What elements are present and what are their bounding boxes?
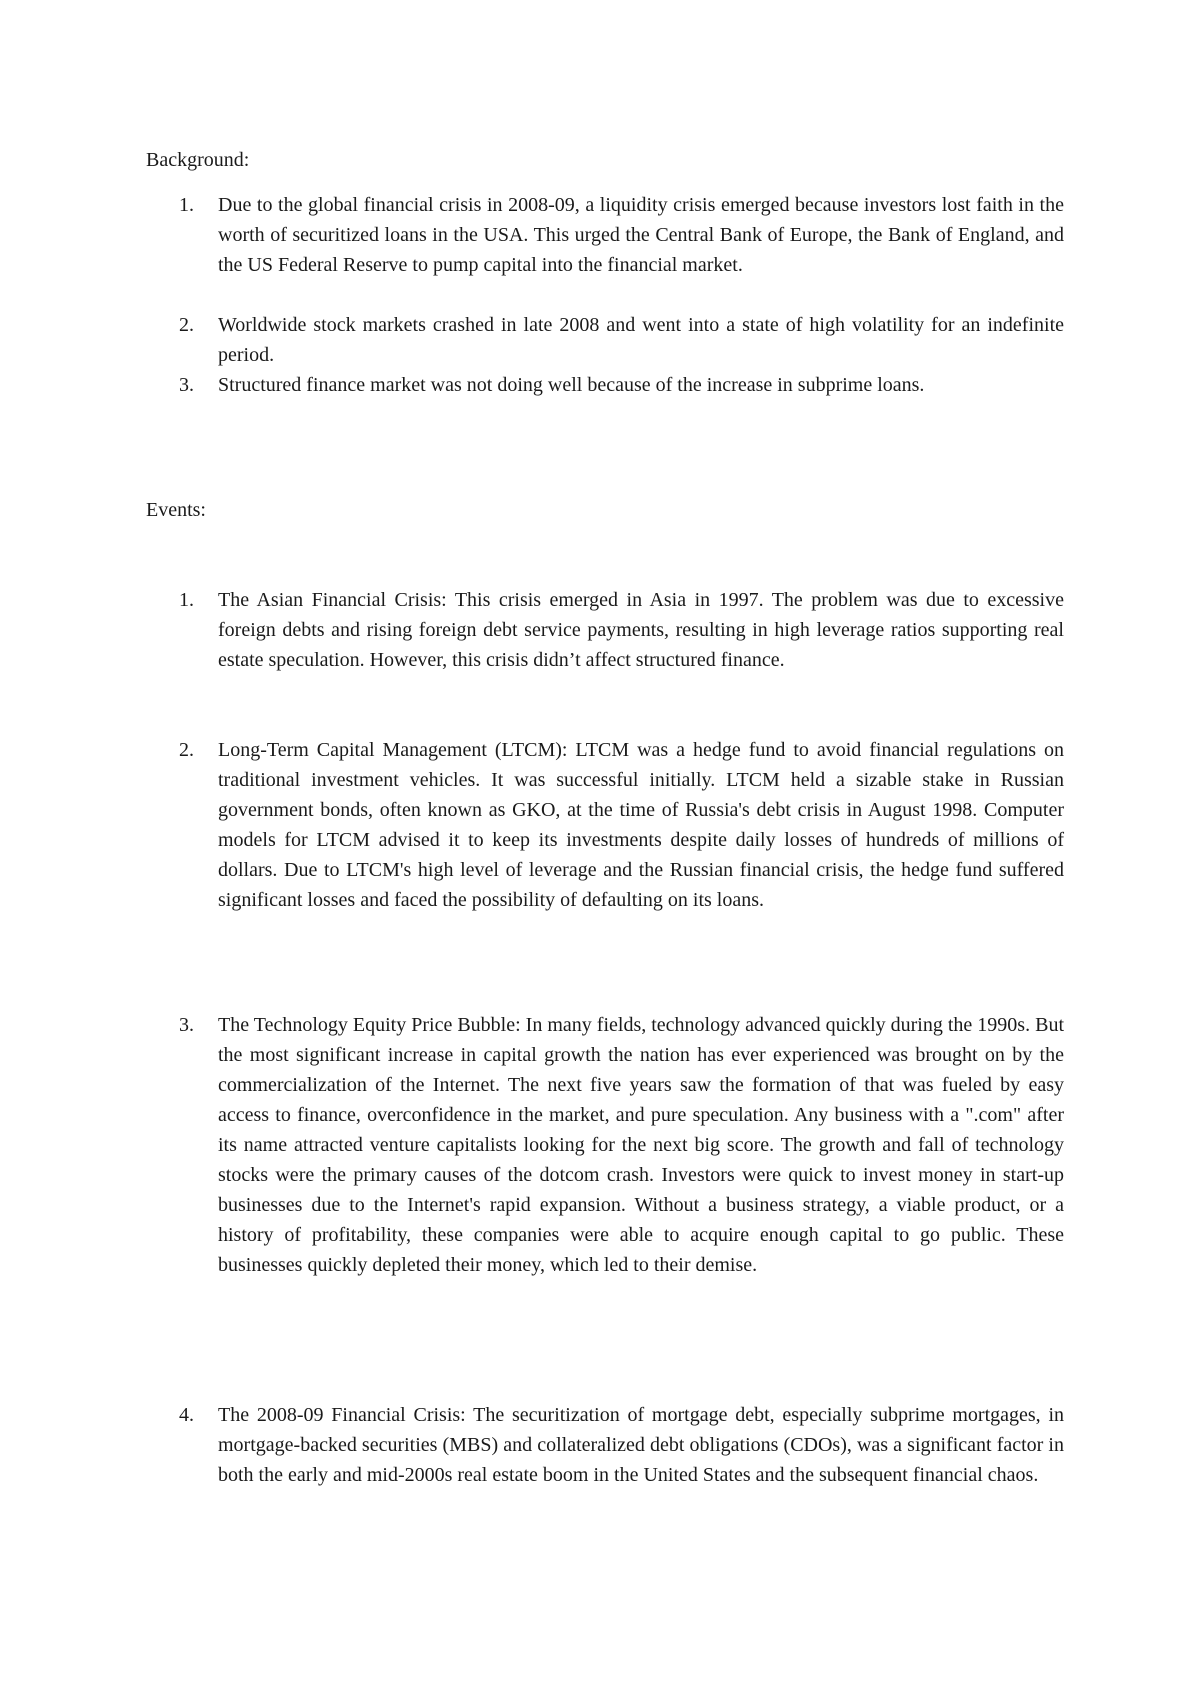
list-item-text: The Asian Financial Crisis: This crisis emerged in Asia in 1997. The problem was due to excessive foreign debts and rising foreign debt service payments, resulting in high leverage ratios supporting real estate speculation. However, this crisis didn’t affect structured finance.: [218, 589, 1064, 671]
background-heading: Background:: [146, 149, 250, 171]
list-number: 3.: [179, 1014, 194, 1036]
list-item-text: Structured finance market was not doing well because of the increase in subprime loans.: [218, 374, 925, 396]
list-item-text: Worldwide stock markets crashed in late 2008 and went into a state of high volatility for an indefinite period.: [218, 314, 1064, 366]
list-item-text: Long-Term Capital Management (LTCM): LTCM was a hedge fund to avoid financial regulations on traditional investment vehicles. It was successful initially. LTCM held a sizable stake in Russian government bonds, often known as GKO, at the time of Russia's debt crisis in August 1998. Computer models for LTCM advised it to keep its investments despite daily losses of hundreds of millions of dollars. Due to LTCM's high level of leverage and the Russian financial crisis, the hedge fund suffered significant losses and faced the possibility of defaulting on its loans.: [218, 739, 1064, 911]
list-item-text: Due to the global financial crisis in 2008-09, a liquidity crisis emerged because investors lost faith in the worth of securitized loans in the USA. This urged the Central Bank of Europe, the Bank of England, and the US Federal Reserve to pump capital into the financial market.: [218, 194, 1064, 276]
list-number: 1.: [179, 194, 194, 216]
list-number: 2.: [179, 739, 194, 761]
list-number: 4.: [179, 1404, 194, 1426]
events-heading: Events:: [146, 499, 206, 521]
list-item-text: The 2008-09 Financial Crisis: The securitization of mortgage debt, especially subprime mortgages, in mortgage-backed securities (MBS) and collateralized debt obligations (CDOs), was a significant factor in both the early and mid-2000s real estate boom in the United States and the subsequent financial chaos.: [218, 1404, 1064, 1486]
list-item-text: The Technology Equity Price Bubble: In many fields, technology advanced quickly during the 1990s. But the most significant increase in capital growth the nation has ever experienced was brought on by the commercialization of the Internet. The next five years saw the formation of that was fueled by easy access to finance, overconfidence in the market, and pure speculation. Any business with a ".com" after its name attracted venture capitalists looking for the next big score. The growth and fall of technology stocks were the primary causes of the dotcom crash. Investors were quick to invest money in start-up businesses due to the Internet's rapid expansion. Without a business strategy, a viable product, or a history of profitability, these companies were able to acquire enough capital to go public. These businesses quickly depleted their money, which led to their demise.: [218, 1014, 1064, 1276]
list-number: 1.: [179, 589, 194, 611]
list-number: 3.: [179, 374, 194, 396]
list-number: 2.: [179, 314, 194, 336]
